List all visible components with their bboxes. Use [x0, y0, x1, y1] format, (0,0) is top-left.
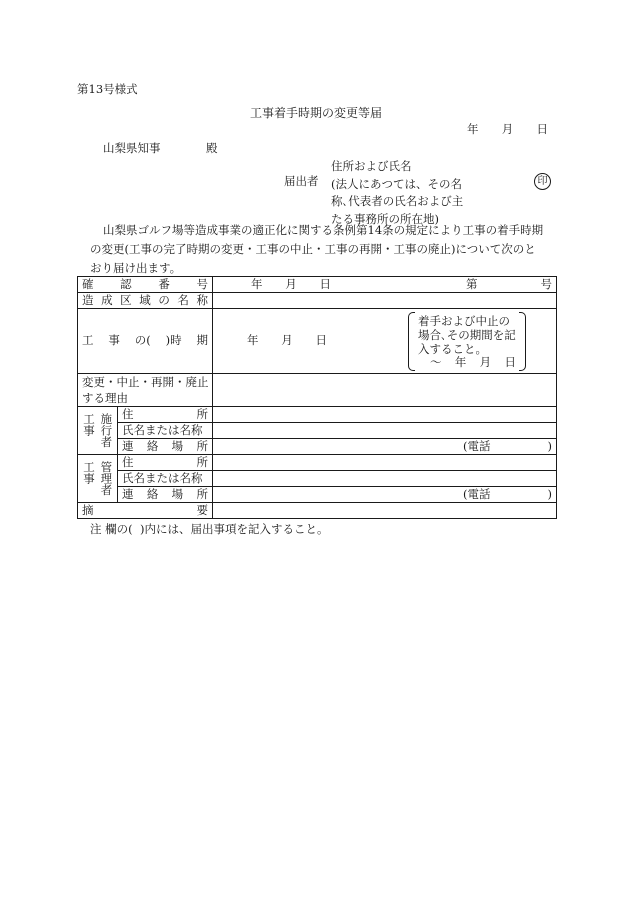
- document-title: 工事着手時期の変更等届: [250, 106, 383, 120]
- body-line: おり届け出ます。: [90, 261, 182, 275]
- month-label: 月: [501, 122, 514, 136]
- body-line: 山梨県ゴルフ場等造成事業の適正化に関する条例第14条の規定により工事の着手時期: [103, 223, 544, 237]
- applicant-note-line: (法人にあつては、その名: [331, 176, 462, 191]
- period-date: 年 月 日: [247, 333, 327, 347]
- application-form-table: [77, 276, 557, 519]
- row-manager-address: [78, 455, 557, 471]
- body-line: の変更(工事の完了時期の変更・工事の中止・工事の再開・工事の廃止)について次のと: [90, 242, 536, 256]
- row-confirm-number: [78, 277, 557, 293]
- manager-name-value[interactable]: [213, 471, 557, 487]
- applicant-note-line: たる事務所の所在地): [331, 211, 439, 226]
- manager-address-label: 住 所: [118, 455, 213, 471]
- row-reason: [78, 374, 557, 407]
- row-contractor-contact: [78, 439, 557, 455]
- contractor-contact-label: 連 絡 場 所: [118, 439, 213, 455]
- row-manager-contact: [78, 487, 557, 503]
- contractor-group-label: 工事 施行者: [78, 407, 118, 455]
- contractor-contact-value[interactable]: (電話 ): [213, 439, 557, 455]
- manager-contact-value[interactable]: (電話 ): [213, 487, 557, 503]
- right-bracket-icon: [519, 312, 526, 371]
- period-label: 工 事 の( )時 期: [78, 309, 213, 374]
- row-area-name: [78, 293, 557, 309]
- contractor-name-label: 氏名または名称: [118, 423, 213, 439]
- reason-value[interactable]: [213, 374, 557, 407]
- seal-mark: 印: [534, 173, 551, 190]
- manager-address-value[interactable]: [213, 455, 557, 471]
- manager-group-label: 工事 管理者: [78, 455, 118, 503]
- area-name-label: 造 成 区 域 の 名 称: [78, 293, 213, 309]
- phone-label: (電話: [463, 438, 491, 453]
- remarks-value[interactable]: [213, 503, 557, 519]
- period-value[interactable]: [213, 309, 557, 374]
- remarks-label: 摘 要: [78, 503, 213, 519]
- applicant-label: 届出者: [284, 174, 319, 188]
- confirm-number-label: 確 認 番 号: [78, 277, 213, 293]
- contractor-address-value[interactable]: [213, 407, 557, 423]
- row-construction-period: [78, 309, 557, 374]
- period-note-bracket: [408, 312, 526, 371]
- year-label: 年: [467, 122, 479, 136]
- footnote: 注 欄の( )内には、届出事項を記入すること。: [90, 522, 329, 536]
- phone-label: (電話: [463, 486, 491, 501]
- period-range: ～ 年 月 日: [430, 355, 516, 369]
- applicant-address-note: [331, 158, 463, 228]
- applicant-note-line: 住所および氏名: [331, 159, 412, 173]
- left-bracket-icon: [408, 312, 415, 371]
- addressee-honorific: 殿: [206, 141, 218, 155]
- addressee-name: 山梨県知事: [103, 141, 161, 155]
- reason-label: 変更・中止・再開・廃止 する理由: [78, 374, 213, 407]
- row-manager-name: [78, 471, 557, 487]
- applicant-note-line: 称､代表者の氏名および主: [331, 194, 464, 208]
- period-note: 着手および中止の 場合､その期間を記 入すること。: [418, 314, 516, 356]
- area-name-value[interactable]: [213, 293, 557, 309]
- contractor-address-label: 住 所: [118, 407, 213, 423]
- day-label: 日: [536, 122, 548, 136]
- row-contractor-name: [78, 423, 557, 439]
- submission-date: [467, 124, 548, 136]
- row-remarks: [78, 503, 557, 519]
- manager-name-label: 氏名または名称: [118, 471, 213, 487]
- contractor-name-value[interactable]: [213, 423, 557, 439]
- manager-contact-label: 連 絡 場 所: [118, 487, 213, 503]
- row-contractor-address: [78, 407, 557, 423]
- confirm-number-value[interactable]: 年 月 日 第 号: [213, 277, 557, 293]
- form-number: 第13号様式: [77, 82, 138, 96]
